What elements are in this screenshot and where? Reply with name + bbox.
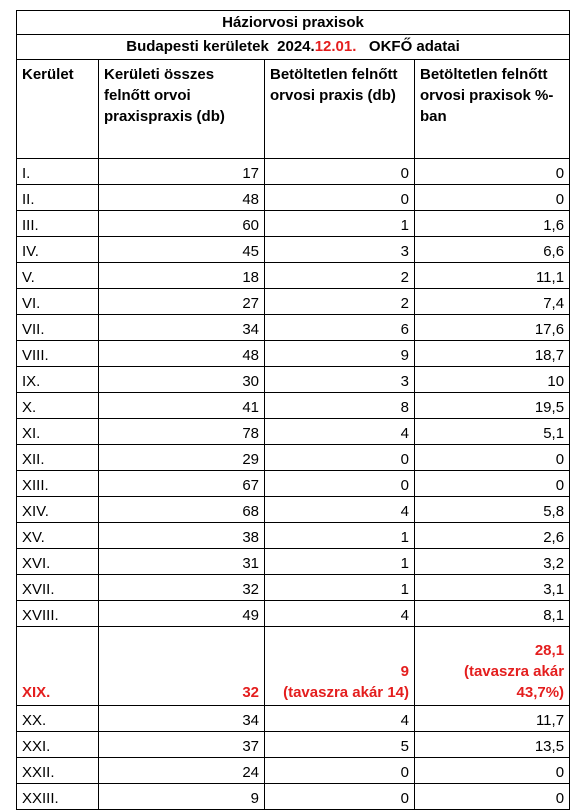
table-row bbox=[17, 732, 570, 758]
district-cell: XII. bbox=[17, 445, 99, 471]
percent-cell: 18,7 bbox=[415, 341, 570, 367]
district-cell: XIV. bbox=[17, 497, 99, 523]
percent-cell: 0 bbox=[415, 185, 570, 211]
district-cell: XVI. bbox=[17, 549, 99, 575]
vacant-cell: 0 bbox=[265, 445, 415, 471]
highlight-total: 32 bbox=[99, 627, 265, 706]
district-cell: VIII. bbox=[17, 341, 99, 367]
total-cell: 60 bbox=[99, 211, 265, 237]
vacant-cell: 0 bbox=[265, 758, 415, 784]
total-cell: 48 bbox=[99, 185, 265, 211]
district-cell: IX. bbox=[17, 367, 99, 393]
vacant-cell: 0 bbox=[265, 159, 415, 185]
subtitle-date: 12.01. bbox=[314, 38, 357, 55]
percent-cell: 0 bbox=[415, 784, 570, 810]
highlight-percent-value: 28,1 bbox=[534, 642, 565, 659]
district-cell: XX. bbox=[17, 706, 99, 732]
total-cell: 30 bbox=[99, 367, 265, 393]
percent-cell: 10 bbox=[415, 367, 570, 393]
percent-cell: 11,1 bbox=[415, 263, 570, 289]
vacant-cell: 0 bbox=[265, 185, 415, 211]
subtitle-row bbox=[17, 35, 570, 60]
district-cell: XVII. bbox=[17, 575, 99, 601]
vacant-cell: 0 bbox=[265, 471, 415, 497]
title-row bbox=[17, 11, 570, 35]
percent-cell: 5,1 bbox=[415, 419, 570, 445]
percent-cell: 3,2 bbox=[415, 549, 570, 575]
highlight-percent bbox=[415, 627, 570, 706]
total-cell: 29 bbox=[99, 445, 265, 471]
percent-cell: 0 bbox=[415, 445, 570, 471]
vacant-cell: 6 bbox=[265, 315, 415, 341]
percent-cell: 17,6 bbox=[415, 315, 570, 341]
table-row bbox=[17, 185, 570, 211]
district-cell: XVIII. bbox=[17, 601, 99, 627]
vacant-cell: 4 bbox=[265, 419, 415, 445]
district-cell: I. bbox=[17, 159, 99, 185]
table-row bbox=[17, 523, 570, 549]
district-cell: III. bbox=[17, 211, 99, 237]
total-cell: 17 bbox=[99, 159, 265, 185]
highlight-row bbox=[17, 627, 570, 706]
vacant-cell: 0 bbox=[265, 784, 415, 810]
vacant-cell: 4 bbox=[265, 497, 415, 523]
district-cell: X. bbox=[17, 393, 99, 419]
vacant-cell: 8 bbox=[265, 393, 415, 419]
total-cell: 38 bbox=[99, 523, 265, 549]
percent-cell: 11,7 bbox=[415, 706, 570, 732]
percent-cell: 13,5 bbox=[415, 732, 570, 758]
table-row bbox=[17, 315, 570, 341]
vacant-cell: 2 bbox=[265, 289, 415, 315]
percent-cell: 19,5 bbox=[415, 393, 570, 419]
subtitle-suffix: OKFŐ adatai bbox=[356, 38, 460, 55]
table-row bbox=[17, 706, 570, 732]
total-cell: 31 bbox=[99, 549, 265, 575]
total-cell: 41 bbox=[99, 393, 265, 419]
total-cell: 9 bbox=[99, 784, 265, 810]
percent-cell: 8,1 bbox=[415, 601, 570, 627]
total-cell: 18 bbox=[99, 263, 265, 289]
total-cell: 34 bbox=[99, 315, 265, 341]
total-cell: 32 bbox=[99, 575, 265, 601]
table-row bbox=[17, 211, 570, 237]
district-cell: XXIII. bbox=[17, 784, 99, 810]
table-row bbox=[17, 341, 570, 367]
vacant-cell: 2 bbox=[265, 263, 415, 289]
table-row bbox=[17, 237, 570, 263]
vacant-cell: 1 bbox=[265, 549, 415, 575]
header-vacant: Betöltetlen felnőtt orvosi praxis (db) bbox=[265, 60, 415, 159]
district-cell: V. bbox=[17, 263, 99, 289]
vacant-cell: 5 bbox=[265, 732, 415, 758]
total-cell: 34 bbox=[99, 706, 265, 732]
highlight-percent-note: (tavaszra akár 43,7%) bbox=[463, 663, 565, 701]
highlight-vacant-value: 9 bbox=[400, 663, 409, 680]
table-row bbox=[17, 601, 570, 627]
table-row bbox=[17, 393, 570, 419]
table-subtitle bbox=[17, 35, 570, 60]
percent-cell: 3,1 bbox=[415, 575, 570, 601]
highlight-vacant bbox=[265, 627, 415, 706]
total-cell: 68 bbox=[99, 497, 265, 523]
district-cell: IV. bbox=[17, 237, 99, 263]
total-cell: 27 bbox=[99, 289, 265, 315]
header-total: Kerületi összes felnőtt orvoi praxispraxis (db) bbox=[99, 60, 265, 159]
table-title: Háziorvosi praxisok bbox=[17, 11, 570, 35]
table-row bbox=[17, 419, 570, 445]
highlight-district: XIX. bbox=[17, 627, 99, 706]
total-cell: 78 bbox=[99, 419, 265, 445]
total-cell: 24 bbox=[99, 758, 265, 784]
header-district: Kerület bbox=[17, 60, 99, 159]
total-cell: 45 bbox=[99, 237, 265, 263]
vacant-cell: 4 bbox=[265, 601, 415, 627]
percent-cell: 1,6 bbox=[415, 211, 570, 237]
table-row bbox=[17, 367, 570, 393]
vacant-cell: 1 bbox=[265, 575, 415, 601]
table-row bbox=[17, 549, 570, 575]
highlight-vacant-note: (tavaszra akár 14) bbox=[283, 684, 409, 701]
district-cell: XI. bbox=[17, 419, 99, 445]
percent-cell: 7,4 bbox=[415, 289, 570, 315]
district-cell: XIII. bbox=[17, 471, 99, 497]
header-percent: Betöltetlen felnőtt orvosi praxisok %-ban bbox=[415, 60, 570, 159]
percent-cell: 5,8 bbox=[415, 497, 570, 523]
vacant-cell: 4 bbox=[265, 706, 415, 732]
percent-cell: 0 bbox=[415, 758, 570, 784]
praxis-table bbox=[16, 10, 570, 810]
vacant-cell: 9 bbox=[265, 341, 415, 367]
vacant-cell: 1 bbox=[265, 211, 415, 237]
vacant-cell: 1 bbox=[265, 523, 415, 549]
total-cell: 37 bbox=[99, 732, 265, 758]
table-row bbox=[17, 758, 570, 784]
header-row bbox=[17, 60, 570, 159]
district-cell: XXI. bbox=[17, 732, 99, 758]
table-row bbox=[17, 159, 570, 185]
percent-cell: 6,6 bbox=[415, 237, 570, 263]
table-row bbox=[17, 289, 570, 315]
table-row bbox=[17, 471, 570, 497]
district-cell: XXII. bbox=[17, 758, 99, 784]
vacant-cell: 3 bbox=[265, 367, 415, 393]
district-cell: II. bbox=[17, 185, 99, 211]
table-row bbox=[17, 784, 570, 810]
percent-cell: 0 bbox=[415, 471, 570, 497]
vacant-cell: 3 bbox=[265, 237, 415, 263]
district-cell: XV. bbox=[17, 523, 99, 549]
table-row bbox=[17, 497, 570, 523]
district-cell: VII. bbox=[17, 315, 99, 341]
total-cell: 49 bbox=[99, 601, 265, 627]
subtitle-prefix: Budapesti kerületek 2024. bbox=[126, 38, 315, 55]
total-cell: 48 bbox=[99, 341, 265, 367]
percent-cell: 2,6 bbox=[415, 523, 570, 549]
district-cell: VI. bbox=[17, 289, 99, 315]
table-row bbox=[17, 263, 570, 289]
table-row bbox=[17, 445, 570, 471]
table-row bbox=[17, 575, 570, 601]
total-cell: 67 bbox=[99, 471, 265, 497]
percent-cell: 0 bbox=[415, 159, 570, 185]
